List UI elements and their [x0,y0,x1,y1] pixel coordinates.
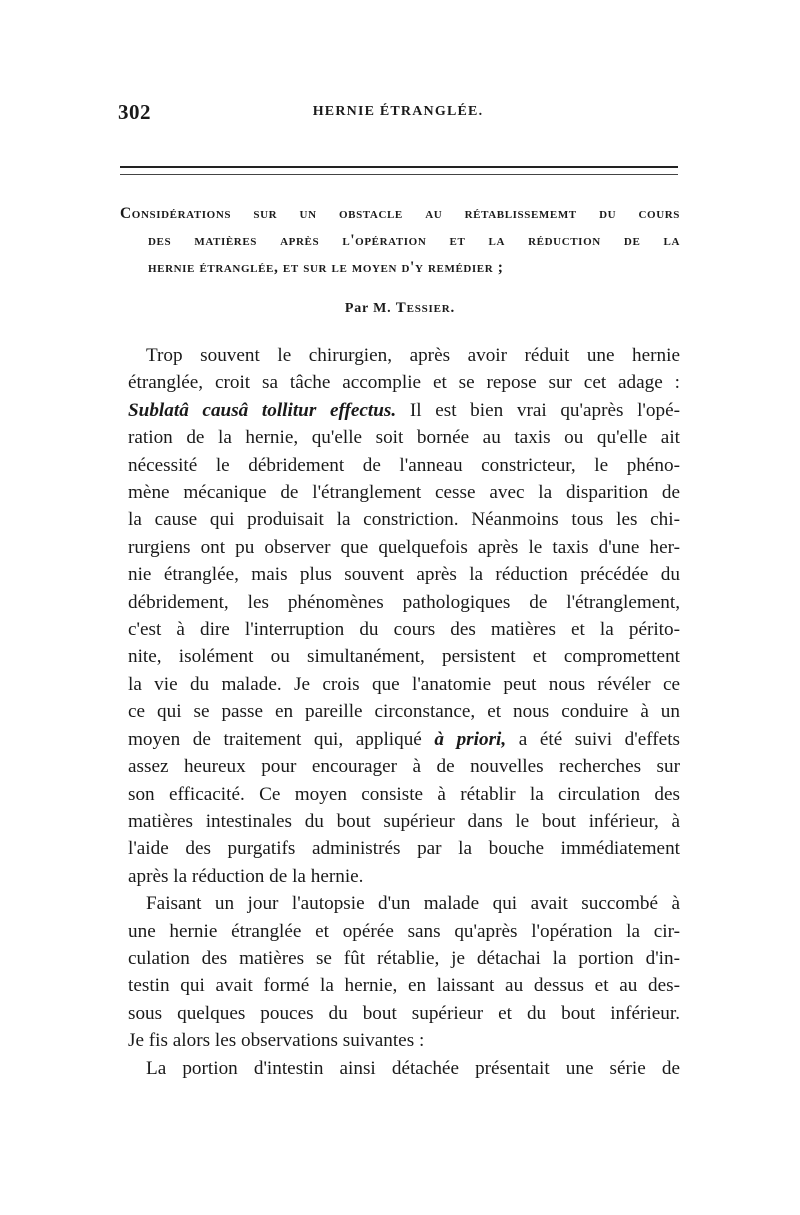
text-line: étranglée, croit sa tâche accomplie et se repose sur cet adage : [128,372,680,394]
text-line [128,726,680,753]
latin-phrase: Sublatâ causâ tollitur effectus. [128,399,397,421]
latin-phrase: à priori, [434,728,507,750]
text-line: ration de la hernie, qu'elle soit bornée au taxis ou qu'elle ait [128,427,680,449]
author-byline [120,300,680,317]
text-line: après la réduction de la hernie. [128,865,364,887]
text-line: Trop souvent le chirurgien, après avoir réduit une hernie [146,345,680,366]
text-line: nécessité le débridement de l'anneau constricteur, le phéno- [128,454,680,476]
text-fragment: a été suivi d'effets [506,728,681,750]
text-line: l'aide des purgatifs administrés par la bouche immédiatement [128,838,680,860]
text-line: Faisant un jour l'autopsie d'un malade qui avait succombé à [146,893,680,915]
text-line: la vie du malade. Je crois que l'anatomie peut nous révéler ce [128,673,680,695]
text-fragment: moyen de traitement qui, appliqué [128,728,435,750]
header-rule [120,166,678,175]
text-line: sous quelques pouces du bout supérieur et du bout inférieur. [128,1002,680,1024]
text-line: nie étranglée, mais plus souvent après la réduction précédée du [128,564,680,586]
text-line: Je fis alors les observations suivantes : [128,1030,425,1052]
text-line: une hernie étranglée et opérée sans qu'après l'opération la cir- [128,920,680,942]
text-line: ce qui se passe en pareille circonstance, et nous conduire à un [128,701,680,723]
text-line: la cause qui produisait la constriction. Néanmoins tous les chi- [128,509,680,531]
text-line: rurgiens ont pu observer que quelquefois après le taxis d'une her- [128,536,680,558]
text-line: assez heureux pour encourager à de nouvelles recherches sur [128,756,680,778]
text-line: culation des matières se fût rétablie, je détachai la portion d'in- [128,947,680,969]
text-line: testin qui avait formé la hernie, en laissant au dessus et au des- [128,975,680,997]
running-title: HERNIE ÉTRANGLÉE. [312,104,484,119]
page-number: 302 [118,100,151,124]
text-line [128,397,680,424]
article-body [128,342,680,1082]
text-line: La portion d'intestin ainsi détachée présentait une série de [146,1057,680,1079]
text-line: c'est à dire l'interruption du cours des matières et la périto- [128,619,680,641]
text-line: son efficacité. Ce moyen consiste à rétablir la circulation des [128,783,680,805]
text-fragment: Il est bien vrai qu'après l'opé- [396,399,680,421]
text-line: nite, isolément ou simultanément, persistent et compromettent [128,646,680,668]
author-initial: M. [373,301,392,316]
article-heading [120,200,680,281]
heading-line: Considérations sur un obstacle au rétablissememt du cours [120,205,680,222]
heading-line: hernie étranglée, et sur le moyen d'y remédier ; [148,259,504,276]
running-header [118,100,678,128]
author-name: Tessier. [395,300,456,316]
text-line: mène mécanique de l'étranglement cesse avec la disparition de [128,482,680,504]
author-prefix: Par [344,301,369,316]
text-line: matières intestinales du bout supérieur dans le bout inférieur, à [128,810,680,832]
heading-line: des matières après l'opération et la réduction de la [148,232,680,249]
text-line: débridement, les phénomènes pathologiques de l'étranglement, [128,591,680,613]
